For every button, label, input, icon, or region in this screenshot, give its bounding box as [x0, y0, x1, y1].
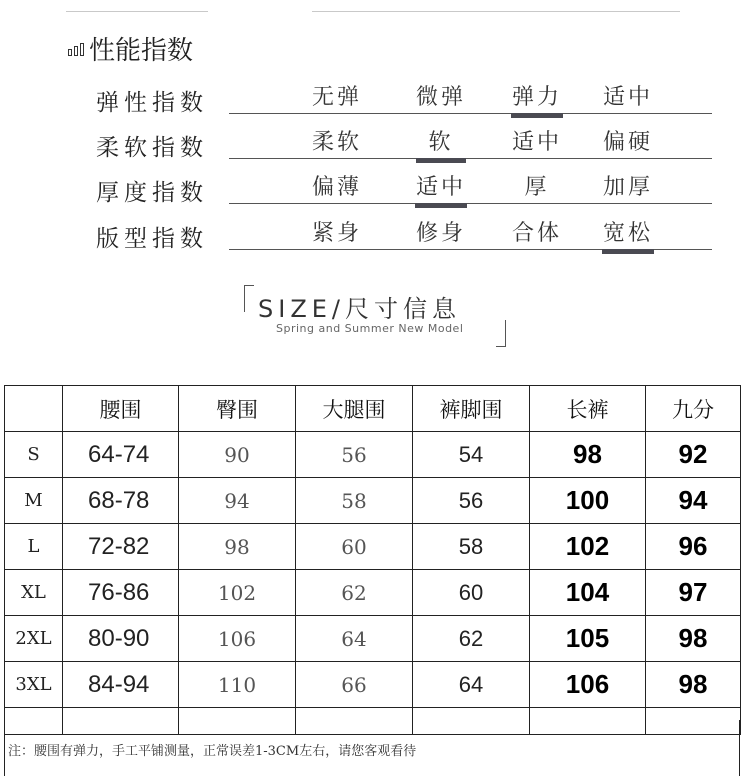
column-header: 臀围	[179, 386, 296, 432]
bracket-bottom-right	[496, 320, 506, 347]
measurement-note: 注：腰围有弹力，手工平铺测量，正常误差1-3CM左右，请您客观看待	[8, 744, 417, 759]
selected-underline	[511, 113, 563, 118]
table-row	[5, 570, 741, 616]
table-cell: 97	[646, 570, 741, 616]
table-cell: 54	[413, 432, 530, 478]
table-cell: 56	[413, 478, 530, 524]
table-cell: 58	[296, 478, 413, 524]
table-cell: 58	[413, 524, 530, 570]
index-option	[292, 216, 382, 247]
table-cell: 62	[296, 570, 413, 616]
selected-underline	[415, 203, 467, 208]
index-option	[396, 80, 486, 111]
table-cell: 80-90	[63, 616, 179, 662]
option-text: 适中	[415, 175, 466, 200]
option-text: 弹力	[511, 85, 562, 110]
table-cell: 92	[646, 432, 741, 478]
column-header: 腰围	[63, 386, 179, 432]
size-info-header	[244, 285, 506, 347]
table-cell: S	[5, 432, 63, 478]
option-text: 微弹	[415, 85, 466, 110]
table-cell: 105	[530, 616, 646, 662]
table-row	[5, 662, 741, 708]
option-text: 修身	[415, 221, 466, 246]
table-cell: L	[5, 524, 63, 570]
table-cell: 64-74	[63, 432, 179, 478]
top-divider-right	[312, 11, 680, 12]
column-header: 裤脚围	[413, 386, 530, 432]
table-cell: 102	[530, 524, 646, 570]
selected-underline	[602, 249, 654, 254]
option-text: 紧身	[311, 221, 362, 246]
index-label: 柔软指数	[96, 135, 208, 161]
table-cell: 60	[413, 570, 530, 616]
size-info-title: SIZE/尺寸信息	[258, 295, 462, 323]
bar-chart-icon	[68, 42, 84, 56]
index-option-selected	[396, 170, 486, 201]
option-text: 加厚	[602, 175, 653, 200]
table-cell: 76-86	[63, 570, 179, 616]
index-label: 版型指数	[96, 226, 208, 252]
option-text: 无弹	[311, 85, 362, 110]
table-cell: 98	[646, 662, 741, 708]
table-cell: 60	[296, 524, 413, 570]
size-table	[4, 385, 741, 735]
table-cell: 68-78	[63, 478, 179, 524]
index-label: 厚度指数	[96, 180, 208, 206]
table-cell: 94	[646, 478, 741, 524]
index-option	[492, 170, 582, 201]
table-cell: 110	[179, 662, 296, 708]
index-option	[292, 80, 382, 111]
size-info-subtitle: Spring and Summer New Model	[276, 322, 464, 335]
table-cell: 98	[179, 524, 296, 570]
table-cell: 106	[179, 616, 296, 662]
index-row	[0, 170, 750, 210]
column-header: 长裤	[530, 386, 646, 432]
table-cell: M	[5, 478, 63, 524]
top-divider-left	[66, 11, 208, 12]
index-option	[583, 125, 673, 156]
column-header: 九分	[646, 386, 741, 432]
table-cell: 98	[530, 432, 646, 478]
table-cell: 64	[413, 662, 530, 708]
table-cell: 3XL	[5, 662, 63, 708]
index-option	[492, 125, 582, 156]
table-cell: 64	[296, 616, 413, 662]
option-text: 软	[428, 130, 454, 155]
table-header-row	[5, 386, 741, 432]
option-text: 适中	[511, 130, 562, 155]
table-row	[5, 478, 741, 524]
option-text: 柔软	[311, 130, 362, 155]
performance-title-text: 性能指数	[89, 36, 194, 66]
table-cell: 100	[530, 478, 646, 524]
table-cell: XL	[5, 570, 63, 616]
option-text: 合体	[511, 221, 562, 246]
option-text: 偏硬	[602, 130, 653, 155]
index-row	[0, 216, 750, 256]
index-option	[583, 80, 673, 111]
index-option	[492, 216, 582, 247]
option-text: 宽松	[602, 221, 653, 246]
index-baseline	[229, 203, 712, 204]
table-cell: 72-82	[63, 524, 179, 570]
column-header	[5, 386, 63, 432]
index-option	[396, 216, 486, 247]
option-text: 偏薄	[311, 175, 362, 200]
table-cell: 96	[646, 524, 741, 570]
table-cell: 56	[296, 432, 413, 478]
table-cell: 84-94	[63, 662, 179, 708]
index-baseline	[229, 158, 712, 159]
table-cell: 106	[530, 662, 646, 708]
index-option-selected	[583, 216, 673, 247]
table-cell: 98	[646, 616, 741, 662]
table-row	[5, 432, 741, 478]
bracket-top-left	[244, 285, 254, 312]
index-option	[292, 170, 382, 201]
index-label: 弹性指数	[96, 90, 208, 116]
table-cell: 90	[179, 432, 296, 478]
table-cell: 62	[413, 616, 530, 662]
index-option-selected	[396, 125, 486, 156]
table-cell: 2XL	[5, 616, 63, 662]
table-cell: 66	[296, 662, 413, 708]
index-row	[0, 125, 750, 165]
table-cell: 102	[179, 570, 296, 616]
option-text: 适中	[602, 85, 653, 110]
table-cell: 104	[530, 570, 646, 616]
index-baseline	[229, 113, 712, 114]
performance-title	[68, 30, 193, 67]
option-text: 厚	[524, 175, 550, 200]
table-row	[5, 524, 741, 570]
selected-underline	[416, 158, 466, 163]
index-option	[292, 125, 382, 156]
index-option-selected	[492, 80, 582, 111]
index-option	[583, 170, 673, 201]
index-row	[0, 80, 750, 120]
table-cell: 94	[179, 478, 296, 524]
column-header: 大腿围	[296, 386, 413, 432]
table-row	[5, 616, 741, 662]
